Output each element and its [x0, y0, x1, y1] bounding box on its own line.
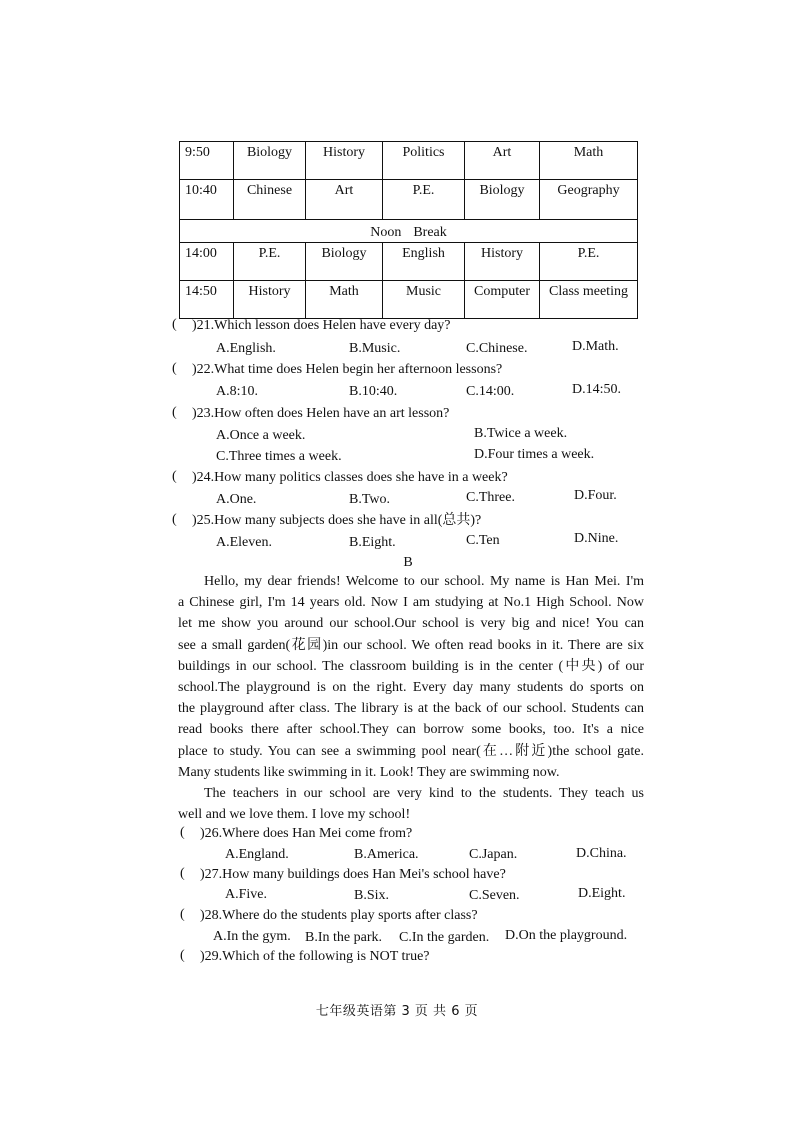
passage-line: place to study. You can see a swimming pool near(在…附近)the school gate. — [178, 743, 644, 759]
option-b: B.Six. — [354, 888, 390, 903]
answer-blank[interactable]: ( — [172, 361, 177, 376]
answer-blank[interactable]: ( — [180, 907, 185, 922]
subject-cell: History — [465, 243, 540, 281]
passage-line: read books there after school.They can borrow some books, too. It's a nice — [178, 722, 644, 738]
noon-break-cell — [180, 220, 638, 243]
question-26: )26.Where does Han Mei come from? — [200, 826, 413, 841]
subject-cell: P.E. — [234, 243, 306, 281]
subject-cell: History — [234, 281, 306, 319]
option-b: B.Eight. — [349, 535, 396, 550]
answer-blank[interactable]: ( — [180, 825, 185, 840]
question-22: )22.What time does Helen begin her afternoon lessons? — [192, 362, 503, 377]
option-a: A.Eleven. — [216, 535, 272, 550]
passage-line: Hello, my dear friends! Welcome to our school. My name is Han Mei. I'm — [204, 574, 644, 589]
passage-line: buildings in our school. The classroom building is in the center (中央) of our — [178, 658, 644, 674]
subject-cell: Biology — [465, 180, 540, 220]
subject-cell: Music — [383, 281, 465, 319]
timetable-row — [180, 142, 638, 180]
timetable — [179, 141, 638, 319]
subject-cell: P.E. — [540, 243, 638, 281]
passage-line: see a small garden(花园)in our school. We often read books in it. There are six — [178, 637, 644, 653]
option-a: A.8:10. — [216, 384, 258, 399]
passage-line: Many students like swimming in it. Look! They are swimming now. — [178, 764, 560, 780]
option-d: D.China. — [576, 846, 627, 861]
passage-line: school.The playground is on the right. Every day many students do sports on — [178, 680, 644, 696]
option-b: B.America. — [354, 847, 419, 862]
subject-cell: Art — [465, 142, 540, 180]
subject-cell: Computer — [465, 281, 540, 319]
answer-blank[interactable]: ( — [172, 317, 177, 332]
reading-passage — [178, 571, 644, 825]
question-23: )23.How often does Helen have an art lesson? — [192, 406, 450, 421]
timetable-row — [180, 243, 638, 281]
passage-line: the playground after class. The library is at the back of our school. Students can — [178, 701, 644, 717]
option-d: D.14:50. — [572, 382, 621, 397]
option-c: C.Three times a week. — [216, 449, 342, 464]
page-footer: 七年级英语第 3 页 共 6 页 — [315, 1004, 479, 1019]
question-21: )21.Which lesson does Helen have every day? — [192, 318, 451, 333]
passage-line: let me show you around our school.Our school is very big and nice! You can — [178, 616, 644, 632]
option-b: B.Twice a week. — [474, 426, 568, 441]
passage-line: well and we love them. I love my school! — [178, 807, 411, 823]
subject-cell: Biology — [306, 243, 383, 281]
option-d: D.Math. — [572, 339, 619, 354]
subject-cell: Politics — [383, 142, 465, 180]
break-word: Break — [413, 225, 447, 240]
option-b: B.Music. — [349, 341, 401, 356]
option-c: C.Chinese. — [466, 341, 528, 356]
noon-word: Noon — [370, 225, 402, 240]
option-c: C.14:00. — [466, 384, 515, 399]
time-cell: 14:50 — [180, 281, 234, 319]
subject-cell: P.E. — [383, 180, 465, 220]
option-a: A.One. — [216, 492, 257, 507]
option-a: A.English. — [216, 341, 276, 356]
subject-cell: Math — [306, 281, 383, 319]
subject-cell: Art — [306, 180, 383, 220]
subject-cell: Math — [540, 142, 638, 180]
option-b: B.In the park. — [305, 930, 382, 945]
option-b: B.Two. — [349, 492, 391, 507]
subject-cell: Biology — [234, 142, 306, 180]
timetable-row — [180, 180, 638, 220]
option-c: C.Japan. — [469, 847, 518, 862]
passage-line: a Chinese girl, I'm 14 years old. Now I am studying at No.1 High School. Now — [178, 595, 644, 611]
option-d: D.Four. — [574, 488, 617, 503]
subject-cell: Class meeting — [540, 281, 638, 319]
option-c: C.Seven. — [469, 888, 520, 903]
subject-cell: Chinese — [234, 180, 306, 220]
answer-blank[interactable]: ( — [172, 512, 177, 527]
question-24: )24.How many politics classes does she have in a week? — [192, 470, 508, 485]
timetable-row — [180, 281, 638, 319]
answer-blank[interactable]: ( — [180, 948, 185, 963]
subject-cell: Geography — [540, 180, 638, 220]
section-b-heading: B — [403, 555, 413, 570]
answer-blank[interactable]: ( — [172, 405, 177, 420]
option-d: D.Nine. — [574, 531, 619, 546]
option-a: A.Five. — [225, 887, 267, 902]
option-c: C.In the garden. — [399, 930, 490, 945]
question-29: )29.Which of the following is NOT true? — [200, 949, 430, 964]
time-cell: 10:40 — [180, 180, 234, 220]
time-cell: 14:00 — [180, 243, 234, 281]
question-25: )25.How many subjects does she have in all(总共)? — [192, 513, 482, 528]
answer-blank[interactable]: ( — [180, 866, 185, 881]
option-d: D.Four times a week. — [474, 447, 595, 462]
option-b: B.10:40. — [349, 384, 398, 399]
option-a: A.Once a week. — [216, 428, 306, 443]
question-27: )27.How many buildings does Han Mei's school have? — [200, 867, 506, 882]
option-a: A.In the gym. — [213, 929, 291, 944]
option-c: C.Ten — [466, 533, 500, 548]
subject-cell: English — [383, 243, 465, 281]
time-cell: 9:50 — [180, 142, 234, 180]
answer-blank[interactable]: ( — [172, 469, 177, 484]
option-a: A.England. — [225, 847, 289, 862]
option-d: D.Eight. — [578, 886, 626, 901]
option-d: D.On the playground. — [505, 928, 628, 943]
noon-break-row — [180, 220, 638, 243]
subject-cell: History — [306, 142, 383, 180]
passage-line: The teachers in our school are very kind to the students. They teach us — [204, 786, 644, 802]
question-28: )28.Where do the students play sports after class? — [200, 908, 478, 923]
option-c: C.Three. — [466, 490, 515, 505]
